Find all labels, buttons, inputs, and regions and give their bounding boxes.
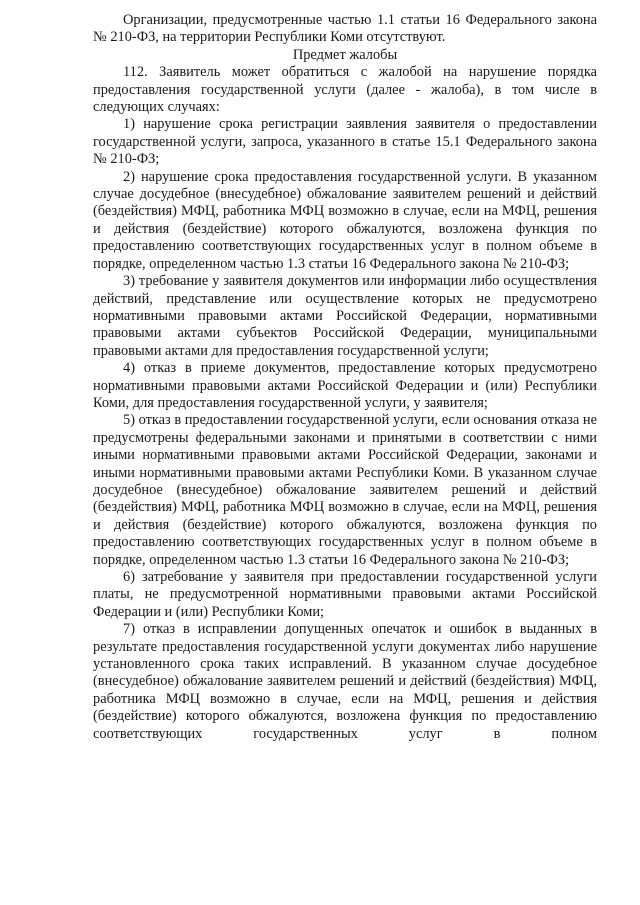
list-item-3: 3) требование у заявителя документов или информации либо осуществления действий, представление или осуществление которых не предусмотрено нормативными правовыми актами Российской Федерации, нормативными правовыми актами субъектов Российской Федерации, муниципальными правовыми актами для предоставления государственной услуги; — [93, 273, 597, 359]
list-item-5: 5) отказ в предоставлении государственной услуги, если основания отказа не предусмотрены федеральными законами и принятыми в соответствии с ними иными нормативными правовыми актами Российской Федерации, законами и иными нормативными правовыми актами Республики Коми. В указанном случае досудебное (внесудебное) обжалование заявителем решений и действий (бездействия) МФЦ, работника МФЦ возможно в случае, если на МФЦ, решения и действия (бездействие) которого обжалуются, возложена функция по предоставлению соответствующих государственных услуг в полном объеме в порядке, определенном частью 1.3 статьи 16 Федерального закона № 210-ФЗ; — [93, 412, 597, 568]
list-item-6: 6) затребование у заявителя при предоставлении государственной услуги платы, не предусмотренной нормативными правовыми актами Российской Федерации и (или) Республики Коми; — [93, 569, 597, 620]
list-item-4: 4) отказ в приеме документов, предоставление которых предусмотрено нормативными правовыми актами Российской Федерации и (или) Республики Коми, для предоставления государственной услуги, у заявителя; — [93, 360, 597, 411]
list-item-1: 1) нарушение срока регистрации заявления заявителя о предоставлении государственной услуги, запроса, указанного в статье 15.1 Федерального закона № 210-ФЗ; — [93, 116, 597, 168]
document-page — [93, 12, 597, 743]
paragraph-112: 112. Заявитель может обратиться с жалобой на нарушение порядка предоставления государственной услуги (далее - жалоба), в том числе в следующих случаях: — [93, 64, 597, 116]
section-heading: Предмет жалобы — [292, 46, 398, 63]
list-item-7: 7) отказ в исправлении допущенных опечаток и ошибок в выданных в результате предоставления государственной услуги документах либо нарушение установленного срока таких исправлений. В указанном случае досудебное (внесудебное) обжалование заявителем решений и действий (бездействия) МФЦ, работника МФЦ возможно в случае, если на МФЦ, решения и действия (бездействие) которого обжалуются, возложена функция по предоставлению соответствующих государственных услуг в полном — [93, 621, 597, 742]
list-item-2: 2) нарушение срока предоставления государственной услуги. В указанном случае досудебное (внесудебное) обжалование заявителем решений и действий (бездействия) МФЦ, работника МФЦ возможно в случае, если на МФЦ, решения и действия (бездействие) которого обжалуются, возложена функция по предоставлению соответствующих государственных услуг в полном объеме в порядке, определенном частью 1.3 статьи 16 Федерального закона № 210-ФЗ; — [93, 168, 597, 272]
intro-paragraph: Организации, предусмотренные частью 1.1 статьи 16 Федерального закона № 210-ФЗ, на территории Республики Коми отсутствуют. — [93, 12, 597, 46]
